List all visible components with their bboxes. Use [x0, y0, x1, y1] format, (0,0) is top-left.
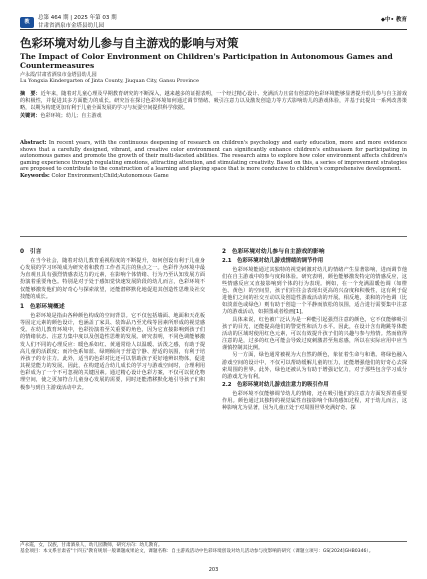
abstract-en-label: Abstract:	[20, 140, 47, 146]
subsection-heading: 2.1 色彩环境对幼儿游戏情绪的调节作用	[222, 258, 324, 264]
funding-note: 基金项目：本文系甘肃省"十四五"教育规划一般课题成果论文，课题名称：自主游戏活动中色彩环境创设对幼儿活动参与度影响的研究（课题立项号：GS[2024]GHB0346）。	[20, 549, 374, 555]
school-name: 甘肃省酒泉市金塔县幼儿园	[38, 23, 105, 29]
author-line-en: Lu Yongxia Kindergarten of Jinta County, Jiuquan City, Gansu Province	[20, 78, 199, 84]
footnotes	[20, 543, 407, 555]
paragraph: 色彩环境不仅能够调节幼儿的情绪，还在吸引他们的注意力方面发挥着重要作用。颜色通过其独特的视觉属性直接影响个体的感知过程，对于幼儿而言，这种影响尤为显著，因为儿童正处于对周围世界充满好奇、探	[222, 390, 407, 411]
abstract-cn-label: 摘 要：	[20, 91, 41, 97]
section-heading: 0 引言	[20, 249, 42, 255]
paragraph: 色彩环境能通过其独特的视觉刺激对幼儿的情绪产生显著影响，进而调节他们在自主游戏中的参与度和体验。研究表明，颜色能够激发特定的情感反应，这些情感反应又直接影响到个体的行为表现。例如，在一个充满温暖色调（如橙色、黄色）的空间里，孩子们往往会表现出更高的兴奋度和积极性，这有利于促进他们之间的社交互动以及创造性游戏活动的开展。相反地，柔和的冷色调（比如淡蓝色或绿色）则有助于创造一个平静而放松的氛围，适合进行需要集中注意力的游戏活动，如拼图或者绘画[1]。	[222, 266, 407, 316]
section-heading: 1 色彩环境概述	[20, 303, 65, 310]
paragraph: 色彩环境是指由各种颜色构成的空间背景。它不仅包括墙面、地面和天花板等固定元素的颜色设计，也涵盖了家具、装饰品乃至光线等因素所形成的视觉感受。在幼儿教育环境中，色彩扮演着至关重要的角色，因为它直接影响到孩子们的情绪状态、注意力集中度以及创造性思维的发展。研究表明，不同色调能够激发人们不同的心理反应：暖色系如红、黄通常给人以温暖、活泼之感，有助于提高儿童的活跃度；而冷色系如蓝、绿则倾向于营造宁静、舒适的氛围，有利于培养孩子的专注力。此外，适当的色彩对比还可以帮助孩子更好地辨识物体，促进其视觉能力的发展。因此，在构建适合幼儿成长的学习与游戏空间时，合理利用色彩成为了一个不可忽视的关键因素。通过精心设计色彩方案，不仅可以优化物理空间，使之更加符合儿童身心发展的需要，同时还能潜移默化地引导孩子们积极参与到自主游戏活动中去。	[20, 312, 205, 391]
paragraph: 在当今社会，随着对幼儿教育重视程度的不断提升，如何创设有利于儿童身心发展的学习环境成为研究者和教育工作者关注的焦点之一。色彩作为环境中最为直观且具有强烈情感表达力的元素，在影响个体情绪、行为乃至认知发展方面扮演着重要角色。特别是对于处于感知觉快速发展阶段的幼儿而言，色彩环境不仅能够激发他们的好奇心与探索欲望，还能潜移默化地促进其创造性思维及社交技能的成长。	[20, 258, 205, 300]
keywords-en-text: Color Environment;Child;Autonomous Game	[51, 172, 169, 179]
footnote-rule	[20, 541, 407, 542]
abstract-en	[20, 140, 407, 179]
abstract-cn-text: 近年来，随着对儿童心理及早期教育研究的不断深入，越来越多的证据表明，一个经过精心设计、充满活力且富有创意的色彩环境能够显著提升幼儿参与自主游戏的积极性，并促进其多方面能力的成长。研究旨在探讨色彩环境如何通过调节情绪、吸引注意力以及激发创造力等方式影响幼儿的游戏体验，并基于此提出一系列改善策略，以期为构建更加有利于儿童全面发展的学习与玩耍空间提供科学依据。	[20, 91, 407, 111]
subsection-heading: 2.2 色彩环境对幼儿游戏注意力的吸引作用	[222, 382, 329, 388]
keywords-cn-label: 关键词：	[20, 112, 41, 119]
article-title-cn: 色彩环境对幼儿参与自主游戏的影响与对策	[20, 36, 239, 50]
paragraph: 具体来说，红色被广泛认为是一种能引起强烈注意的颜色，它不仅能够吸引孩子的目光，还能提高他们的警觉性和活力水平。因此，在设计含有跑跳等体能活动的区域时使用红色元素，可以有效提升孩子们的兴趣与参与热情。然而值得注意的是，过多的红色可能会导致过度刺激甚至焦虑感，所以在实际应用中应当谨慎控制其比例。	[222, 316, 407, 352]
running-header	[20, 14, 407, 28]
page-number: 203	[208, 567, 219, 573]
article-title-en: The Impact of Color Environment on Children's Participation in Autonomous Games and Countermeasures	[20, 52, 393, 70]
section-heading: 2 色彩环境对幼儿参与自主游戏的影响	[222, 249, 325, 255]
paragraph: 另一方面，绿色通常被视为大自然的颜色，象征着生命与和谐。将绿色融入游戏空间的设计中，不仅可以帮助缓解儿童的压力，还能增强他们的好奇心去探索周围的世界。此外，绿色还被认为有助于增强记忆力，对于那些包含学习成分的游戏尤为有利。	[222, 352, 407, 380]
header-rule	[20, 29, 407, 30]
author-bio: 卢永霞，女，汉族，甘肃酒泉人，幼儿园教师，研究方向：幼儿教育。	[20, 543, 163, 548]
journal-logo-icon: 教	[20, 17, 34, 28]
abstract-rule	[20, 236, 407, 237]
abstract-cn	[20, 91, 407, 120]
left-column	[20, 246, 205, 392]
header-left	[20, 14, 117, 30]
section-label: ◆中• 教育	[380, 17, 407, 23]
keywords-en-label: Keywords:	[20, 172, 50, 179]
keywords-cn-text: 色彩环境；幼儿；自主游戏	[40, 112, 102, 119]
author-line-cn: 卢永霞/甘肃省酒泉市金塔县幼儿园	[20, 72, 97, 78]
issue-info: 总第 464 期 | 2025 年第 03 期	[38, 15, 117, 21]
right-column	[222, 246, 407, 412]
abstract-en-text: In recent years, with the continuous deepening of research on children's psychology and early education, more and more evidence shows that a carefully designed, vibrant, and creative color environment can significantly enhance children's enthusiasm for participating in autonomous games and promote the growth of their multi-faceted abilities. The research aims to explore how color environment affects children's gaming experience through regulating emotions, attracting attention, and stimulating creativity. Based on this, a series of improvement strategies are proposed to contribute to the construction of a learning and playing space that is more conducive to children's comprehensive development.	[20, 140, 407, 172]
